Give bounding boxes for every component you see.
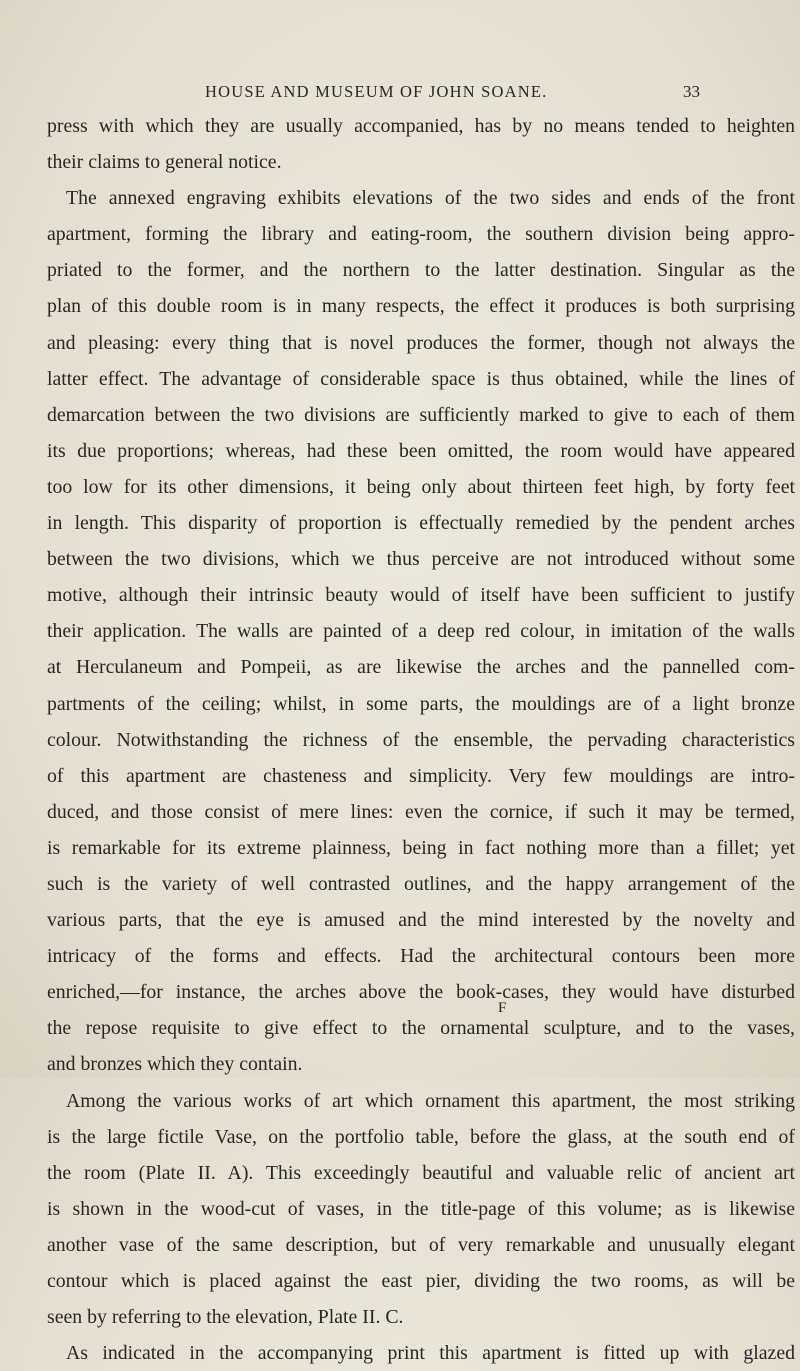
text-line: is shown in the wood-cut of vases, in the title-page of this volume; as is likewise xyxy=(47,1197,795,1220)
text-line: is the large fictile Vase, on the portfolio table, before the glass, at the south end of xyxy=(47,1125,795,1148)
text-line: and pleasing: every thing that is novel produces the former, though not always the xyxy=(47,331,795,354)
page-header xyxy=(0,82,800,106)
text-line: enriched,—for instance, the arches above the book-cases, they would have disturbed xyxy=(47,981,795,1004)
text-line: at Herculaneum and Pompeii, as are likewise the arches and the pannelled com- xyxy=(47,656,795,679)
text-line: priated to the former, and the northern to the latter destination. Singular as the xyxy=(47,259,795,282)
text-line: latter effect. The advantage of considerable space is thus obtained, while the lines of xyxy=(47,367,795,390)
text-line: such is the variety of well contrasted outlines, and the happy arrangement of the xyxy=(47,872,795,895)
text-line: demarcation between the two divisions are sufficiently marked to give to each of them xyxy=(47,403,795,426)
text-line: the repose requisite to give effect to the ornamental sculpture, and to the vases, xyxy=(47,1017,795,1040)
text-line: motive, although their intrinsic beauty would of itself have been sufficient to justify xyxy=(47,584,795,607)
text-line: colour. Notwithstanding the richness of the ensemble, the pervading characteristics xyxy=(47,728,795,751)
text-line: apartment, forming the library and eating-room, the southern division being appro- xyxy=(47,223,795,246)
text-line: of this apartment are chasteness and simplicity. Very few mouldings are intro- xyxy=(47,764,795,787)
text-line: their application. The walls are painted of a deep red colour, in imitation of the walls xyxy=(47,620,795,643)
text-line: too low for its other dimensions, it being only about thirteen feet high, by forty feet xyxy=(47,475,795,498)
text-line: their claims to general notice. xyxy=(47,151,282,174)
text-line: and bronzes which they contain. xyxy=(47,1053,303,1076)
body-text xyxy=(47,108,795,1371)
page-number: 33 xyxy=(683,82,700,101)
text-line: another vase of the same description, but of very remarkable and unusually elegant xyxy=(47,1233,795,1256)
text-line: seen by referring to the elevation, Plate II. C. xyxy=(47,1306,404,1329)
text-line: As indicated in the accompanying print this apartment is fitted up with glazed xyxy=(66,1342,795,1365)
text-line: duced, and those consist of mere lines: even the cornice, if such it may be termed, xyxy=(47,800,795,823)
text-line: partments of the ceiling; whilst, in some parts, the mouldings are of a light bronze xyxy=(47,692,795,715)
text-line: the room (Plate II. A). This exceedingly beautiful and valuable relic of ancient art xyxy=(47,1161,795,1184)
text-line: is remarkable for its extreme plainness, being in fact nothing more than a fillet; yet xyxy=(47,836,795,859)
running-head: HOUSE AND MUSEUM OF JOHN SOANE. xyxy=(205,82,548,101)
signature-mark: F xyxy=(498,1000,507,1016)
text-line: Among the various works of art which ornament this apartment, the most striking xyxy=(66,1089,795,1112)
text-line: in length. This disparity of proportion is effectually remedied by the pendent arches xyxy=(47,512,795,535)
text-line: contour which is placed against the east pier, dividing the two rooms, as will be xyxy=(47,1270,795,1292)
text-line: various parts, that the eye is amused and the mind interested by the novelty and xyxy=(47,909,795,932)
text-line: between the two divisions, which we thus perceive are not introduced without some xyxy=(47,548,795,571)
text-line: plan of this double room is in many respects, the effect it produces is both surprising xyxy=(47,295,795,318)
text-line: The annexed engraving exhibits elevations of the two sides and ends of the front xyxy=(66,187,795,210)
text-line: its due proportions; whereas, had these been omitted, the room would have appeared xyxy=(47,439,795,462)
text-line: intricacy of the forms and effects. Had the architectural contours been more xyxy=(47,945,795,968)
text-line: press with which they are usually accompanied, has by no means tended to heighten xyxy=(47,115,795,137)
